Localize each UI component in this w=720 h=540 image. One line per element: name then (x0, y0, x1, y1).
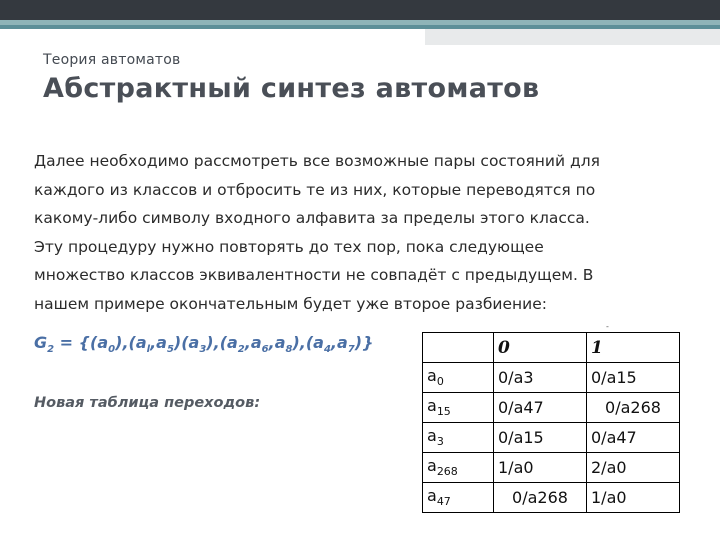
tick-mark: - (606, 322, 609, 331)
formula-subscript: 5 (166, 344, 174, 356)
formula-subscript: 3 (199, 344, 207, 356)
slide-title: Абстрактный синтез автоматов (43, 73, 540, 104)
table-header-cell: 0 (494, 333, 587, 363)
table-row (423, 363, 680, 393)
header-bar-white (0, 29, 425, 45)
body-line: нашем примере окончательным будет уже второе разбиение: (34, 294, 547, 313)
formula-text: ,a (244, 333, 262, 352)
formula-text: ),(a (115, 333, 147, 352)
table-cell: 0/a268 (587, 393, 680, 423)
transition-table (422, 332, 680, 513)
formula-subscript: 8 (285, 344, 293, 356)
formula-subscript: 2 (47, 344, 55, 356)
formula-subscript: 7 (347, 344, 355, 356)
formula-text: ,a (268, 333, 286, 352)
table-row (423, 453, 680, 483)
table-cell: 0/a3 (494, 363, 587, 393)
table-cell: 0/a15 (494, 423, 587, 453)
table-header-cell: 1 (587, 333, 680, 363)
body-line: Далее необходимо рассмотреть все возможные пары состояний для (34, 152, 600, 170)
table-cell: 1/a0 (494, 453, 587, 483)
state-cell: $a_3$ (423, 423, 494, 453)
state-cell: $a_{47}$ (423, 483, 494, 513)
formula-subscript: l (146, 344, 151, 356)
table-header-cell (423, 333, 494, 363)
formula-subscript: 6 (261, 344, 269, 356)
table-cell: 1/a0 (587, 483, 680, 513)
table-caption: Новая таблица переходов: (34, 395, 261, 411)
formula-text: = {(a (54, 333, 109, 352)
formula-subscript: 2 (237, 344, 245, 356)
table-row (423, 393, 680, 423)
body-line: Эту процедуру нужно повторять до тех пор, пока следующее (34, 237, 544, 256)
header-bar-dark (0, 0, 720, 20)
table-header-row (423, 333, 680, 363)
formula-text: )} (354, 333, 374, 352)
header-bar-grey (425, 29, 720, 45)
formula-text: ,a (150, 333, 167, 352)
table-cell: 0/a47 (494, 393, 587, 423)
formula-text: )(a (173, 333, 200, 352)
formula-subscript: 4 (323, 344, 331, 356)
body-line: каждого из классов и отбросить те из них, которые переводятся по (34, 180, 596, 199)
body-paragraph (34, 147, 694, 319)
table-row (423, 483, 680, 513)
table-cell: 0/a268 (494, 483, 587, 513)
state-cell: $a_{268}$ (423, 453, 494, 483)
table-row (423, 423, 680, 453)
formula-text: ),(a (292, 333, 324, 352)
formula-text: G (34, 333, 48, 352)
table-cell: 2/a0 (587, 453, 680, 483)
state-cell: $a_0$ (423, 363, 494, 393)
slide-subtitle: Теория автоматов (43, 52, 181, 68)
state-cell: $a_{15}$ (423, 393, 494, 423)
body-line: множество классов эквивалентности не совпадёт с предыдущем. В (34, 266, 594, 285)
table-cell: 0/a47 (587, 423, 680, 453)
formula-subscript: 0 (108, 344, 116, 356)
partition-formula (34, 333, 373, 355)
table-cell: 0/a15 (587, 363, 680, 393)
body-line: какому-либо символу входного алфавита за пределы этого класса. (34, 209, 590, 228)
formula-text: ),(a (206, 333, 238, 352)
formula-text: ,a (330, 333, 348, 352)
